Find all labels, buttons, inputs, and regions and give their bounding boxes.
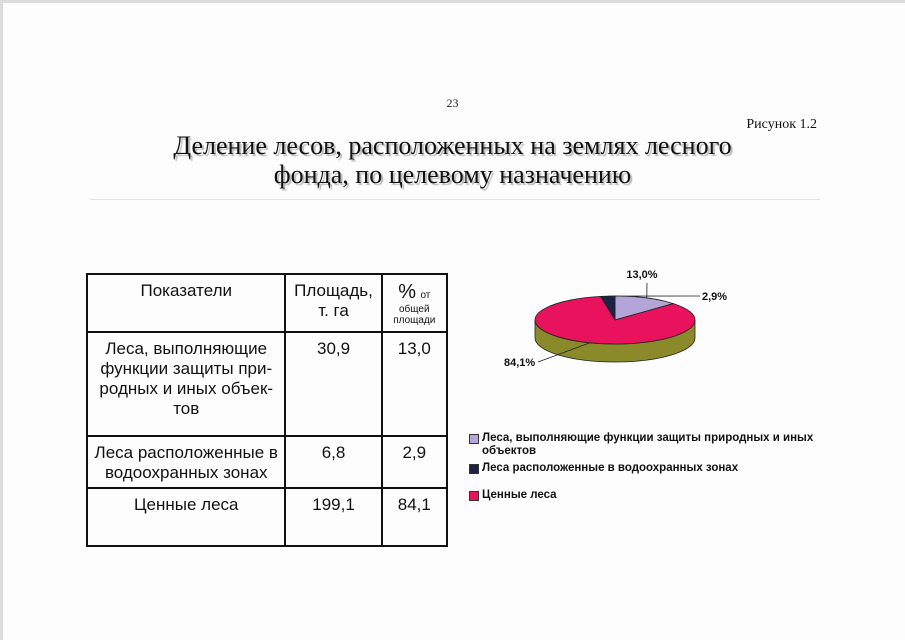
data-table bbox=[86, 273, 448, 547]
table-row bbox=[87, 488, 447, 546]
pie-data-label: 2,9% bbox=[702, 291, 728, 303]
legend-label: Леса, выполняющие функции защиты природных и иных объектов bbox=[482, 432, 814, 457]
table-row bbox=[87, 436, 447, 488]
header-indicators: Показатели bbox=[87, 274, 285, 332]
chart-legend bbox=[468, 432, 818, 506]
legend-item bbox=[468, 432, 818, 458]
legend-label: Ценные леса bbox=[482, 489, 557, 501]
legend-label: Леса расположенные в водоохранных зонах bbox=[482, 462, 739, 474]
header-percent-from: от bbox=[420, 290, 431, 301]
pie-chart bbox=[470, 258, 770, 383]
legend-item bbox=[468, 489, 818, 502]
pie-top-group bbox=[535, 296, 695, 344]
row-percent: 84,1 bbox=[382, 488, 447, 546]
legend-item bbox=[468, 462, 818, 475]
title-line-1: Деление лесов, расположенных на землях лесного bbox=[173, 131, 732, 160]
scan-edge-top bbox=[0, 0, 905, 3]
figure-label: Рисунок 1.2 bbox=[746, 117, 817, 132]
legend-swatch bbox=[469, 491, 479, 501]
row-percent: 2,9 bbox=[382, 436, 447, 488]
header-percent bbox=[382, 274, 447, 332]
header-percent-sign: % bbox=[398, 281, 416, 303]
row-area: 6,8 bbox=[285, 436, 381, 488]
pie-data-label: 13,0% bbox=[626, 269, 658, 281]
legend-swatch bbox=[469, 464, 479, 474]
table-row bbox=[87, 332, 447, 436]
row-name: Леса расположенные в водоохранных зонах bbox=[87, 436, 285, 488]
page-title bbox=[100, 131, 805, 189]
pie-data-label: 84,1% bbox=[504, 357, 536, 369]
title-line-2: фонда, по целевому назначению bbox=[273, 160, 632, 189]
row-name: Ценные леса bbox=[87, 488, 285, 546]
title-divider bbox=[90, 199, 820, 200]
table-header-row bbox=[87, 274, 447, 332]
header-area: Площадь, т. га bbox=[285, 274, 381, 332]
row-name: Леса, выполняющие функции защиты при-родных и иных объек-тов bbox=[87, 332, 285, 436]
page-number: 23 bbox=[446, 96, 459, 110]
header-percent-total: общей площади bbox=[393, 304, 436, 326]
row-area: 30,9 bbox=[285, 332, 381, 436]
legend-swatch bbox=[469, 434, 479, 444]
row-percent: 13,0 bbox=[382, 332, 447, 436]
row-area: 199,1 bbox=[285, 488, 381, 546]
